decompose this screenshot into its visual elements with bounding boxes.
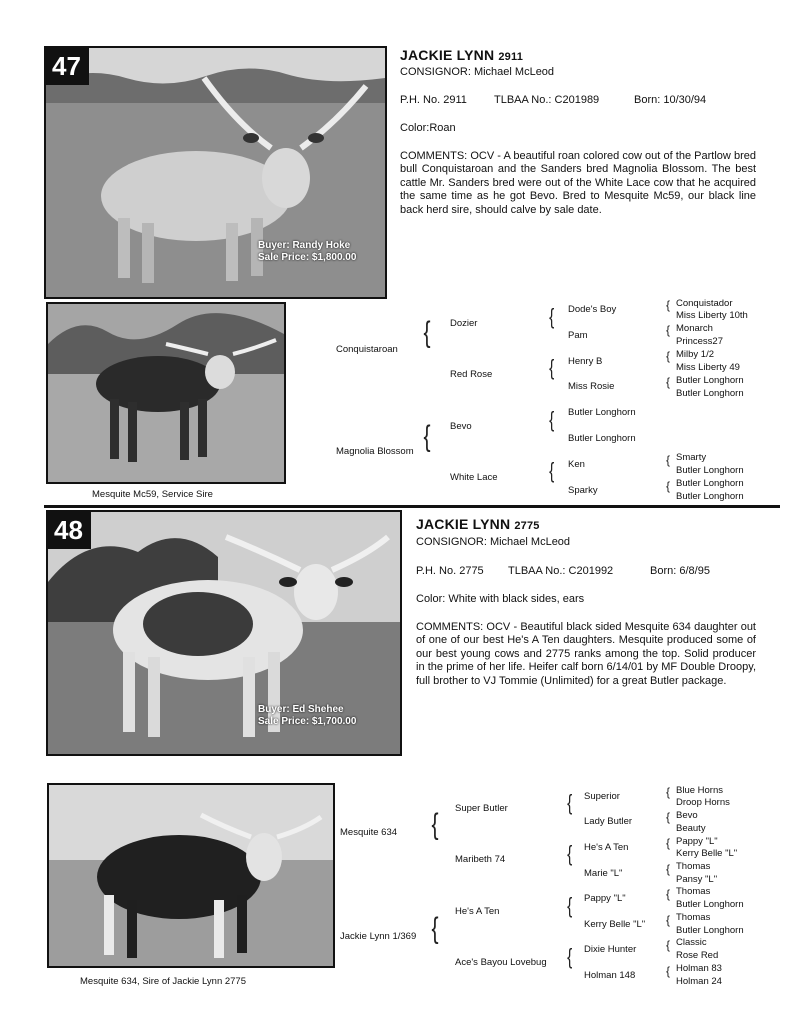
ped47-brace-sire: { — [423, 316, 431, 349]
ped48-g4-13: Rose Red — [676, 950, 719, 961]
ped48-g4-7: Pansy "L" — [676, 874, 718, 885]
lot47-name: JACKIE LYNN — [400, 47, 495, 63]
lot47-sire-caption: Mesquite Mc59, Service Sire — [92, 489, 213, 500]
ped48-g4-0: Blue Horns — [676, 785, 723, 796]
ped48-g3-3: Marie "L" — [584, 868, 623, 879]
ped47-dam: Magnolia Blossom — [336, 446, 414, 457]
lot48-color: Color: White with black sides, ears — [416, 593, 585, 605]
ped48-brace-g4-5: { — [666, 913, 671, 927]
ped47-g3-5: Butler Longhorn — [568, 433, 636, 444]
ped47-g4-7: Butler Longhorn — [676, 388, 744, 399]
lot48-ph: P.H. No. 2775 — [416, 565, 484, 577]
ped48-g2-0: Super Butler — [455, 803, 508, 814]
ped48-brace-dam: { — [431, 912, 439, 945]
ped47-g4-8: Smarty — [676, 452, 707, 463]
ped48-brace-g3-2: { — [567, 893, 573, 918]
ped48-g2-2: He's A Ten — [455, 906, 500, 917]
ped47-brace-g3-3: { — [549, 458, 555, 483]
ped48-brace-g4-2: { — [666, 836, 671, 850]
ped47-g2-0: Dozier — [450, 318, 478, 329]
lot47-sire-photo — [46, 302, 286, 484]
ped47-brace-g4-5: { — [666, 479, 671, 493]
ped48-g2-1: Maribeth 74 — [455, 854, 506, 865]
ped47-g4-11: Butler Longhorn — [676, 491, 744, 502]
lot48-consignor: CONSIGNOR: Michael McLeod — [416, 536, 571, 548]
ped47-brace-g4-0: { — [666, 298, 671, 312]
ped48-brace-g4-0: { — [666, 785, 671, 799]
lot47-ph: P.H. No. 2911 — [400, 94, 467, 106]
ped47-g4-4: Milby 1/2 — [676, 349, 715, 360]
ped48-g4-12: Classic — [676, 937, 707, 948]
ped47-brace-g3-0: { — [549, 304, 555, 329]
lot47-buyer: Buyer: Randy Hoke — [258, 240, 351, 251]
lot47-tlbaa: TLBAA No.: C201989 — [494, 94, 600, 106]
ped47-g2-1: Red Rose — [450, 369, 493, 380]
ped48-brace-g4-3: { — [666, 862, 671, 876]
ped48-brace-g4-1: { — [666, 810, 671, 824]
ped48-g4-6: Thomas — [676, 861, 711, 872]
lot48-reg: 2775 — [514, 520, 540, 532]
lot48-price: Sale Price: $1,700.00 — [258, 716, 357, 727]
ped47-g4-5: Miss Liberty 49 — [676, 362, 740, 373]
ped48-brace-g3-1: { — [567, 841, 573, 866]
lot47-price: Sale Price: $1,800.00 — [258, 252, 357, 263]
ped47-g3-0: Dode's Boy — [568, 304, 617, 315]
ped48-dam: Jackie Lynn 1/369 — [340, 931, 417, 942]
ped48-g4-2: Bevo — [676, 810, 698, 821]
ped48-brace-g3-3: { — [567, 944, 573, 969]
ped48-g4-8: Thomas — [676, 886, 711, 897]
ped47-brace-g4-3: { — [666, 375, 671, 389]
lot48-tlbaa: TLBAA No.: C201992 — [508, 565, 614, 577]
ped48-g3-4: Pappy "L" — [584, 893, 626, 904]
lot47-title — [400, 47, 523, 63]
ped48-g3-2: He's A Ten — [584, 842, 629, 853]
lot48-comments: COMMENTS: OCV - Beautiful black sided Mesquite 634 daughter out of one of our best He's A Ten daughters. Mesquite produced some of our best young cows and 2775 ranks among the top. Solid producer in the prime of her life. Heifer calf born 6/14/01 by MF Double Droopy, full brother to VJ Tommie (Unlimited) for a great Butler package. — [416, 621, 756, 687]
ped48-brace-g4-4: { — [666, 887, 671, 901]
lot48-number: 48 — [48, 512, 91, 549]
ped48-g4-9: Butler Longhorn — [676, 899, 744, 910]
lot48-buyer: Buyer: Ed Shehee — [258, 704, 344, 715]
ped48-brace-g3-0: { — [567, 790, 573, 815]
ped47-brace-g4-1: { — [666, 323, 671, 337]
lot48-sire-photo — [47, 783, 335, 968]
lot47-reg: 2911 — [498, 51, 524, 63]
ped47-g4-0: Conquistador — [676, 298, 733, 309]
ped47-g3-6: Ken — [568, 459, 585, 470]
lot47-cow-photo — [44, 46, 387, 299]
lot48-sire-caption: Mesquite 634, Sire of Jackie Lynn 2775 — [80, 976, 246, 987]
ped48-brace-sire: { — [431, 808, 439, 841]
ped47-g4-1: Miss Liberty 10th — [676, 310, 748, 321]
lot48-title — [416, 516, 540, 532]
ped47-g4-6: Butler Longhorn — [676, 375, 744, 386]
ped48-g4-10: Thomas — [676, 912, 711, 923]
ped47-g3-4: Butler Longhorn — [568, 407, 636, 418]
ped48-g3-5: Kerry Belle "L" — [584, 919, 646, 930]
ped48-g3-7: Holman 148 — [584, 970, 636, 981]
ped47-g3-3: Miss Rosie — [568, 381, 615, 392]
ped47-g3-1: Pam — [568, 330, 588, 341]
lot47-comments: COMMENTS: OCV - A beautiful roan colored cow out of the Partlow bred bull Conquistaroan and the Sanders bred Magnolia Blossom. The best cattle Mr. Sanders bred were out of the White Lace cow that he acquired the same time as he got Bevo. Bred to Mesquite Mc59, our black line back herd sire, should calve by sale date. — [400, 150, 756, 216]
ped47-g3-7: Sparky — [568, 485, 598, 496]
lot47-consignor: CONSIGNOR: Michael McLeod — [400, 66, 555, 78]
ped47-sire: Conquistaroan — [336, 344, 398, 355]
ped48-sire: Mesquite 634 — [340, 827, 398, 838]
ped47-g4-2: Monarch — [676, 323, 713, 334]
ped47-brace-g4-4: { — [666, 453, 671, 467]
lot48-cow-photo — [46, 510, 402, 756]
ped48-g4-4: Pappy "L" — [676, 836, 718, 847]
ped48-g3-6: Dixie Hunter — [584, 944, 637, 955]
ped48-brace-g4-7: { — [666, 964, 671, 978]
ped48-g4-1: Droop Horns — [676, 797, 730, 808]
section-divider — [44, 505, 780, 508]
ped48-g3-1: Lady Butler — [584, 816, 633, 827]
ped48-brace-g4-6: { — [666, 938, 671, 952]
lot47-number: 47 — [46, 48, 89, 85]
ped47-g2-2: Bevo — [450, 421, 472, 432]
ped48-g4-15: Holman 24 — [676, 976, 722, 987]
ped47-g4-3: Princess27 — [676, 336, 723, 347]
ped47-g2-3: White Lace — [450, 472, 498, 483]
ped48-g4-5: Kerry Belle "L" — [676, 848, 738, 859]
ped47-brace-g4-2: { — [666, 349, 671, 363]
lot48-name: JACKIE LYNN — [416, 516, 511, 532]
ped48-g2-3: Ace's Bayou Lovebug — [455, 957, 547, 968]
lot47-born: Born: 10/30/94 — [634, 94, 707, 106]
ped48-g4-11: Butler Longhorn — [676, 925, 744, 936]
ped47-brace-g3-1: { — [549, 355, 555, 380]
lot48-born: Born: 6/8/95 — [650, 565, 710, 577]
ped47-g4-10: Butler Longhorn — [676, 478, 744, 489]
ped48-g3-0: Superior — [584, 791, 620, 802]
ped47-brace-g3-2: { — [549, 407, 555, 432]
ped47-g4-9: Butler Longhorn — [676, 465, 744, 476]
ped48-g4-3: Beauty — [676, 823, 706, 834]
ped48-g4-14: Holman 83 — [676, 963, 722, 974]
ped47-g3-2: Henry B — [568, 356, 603, 367]
ped47-brace-dam: { — [423, 420, 431, 453]
lot47-color: Color:Roan — [400, 122, 456, 134]
